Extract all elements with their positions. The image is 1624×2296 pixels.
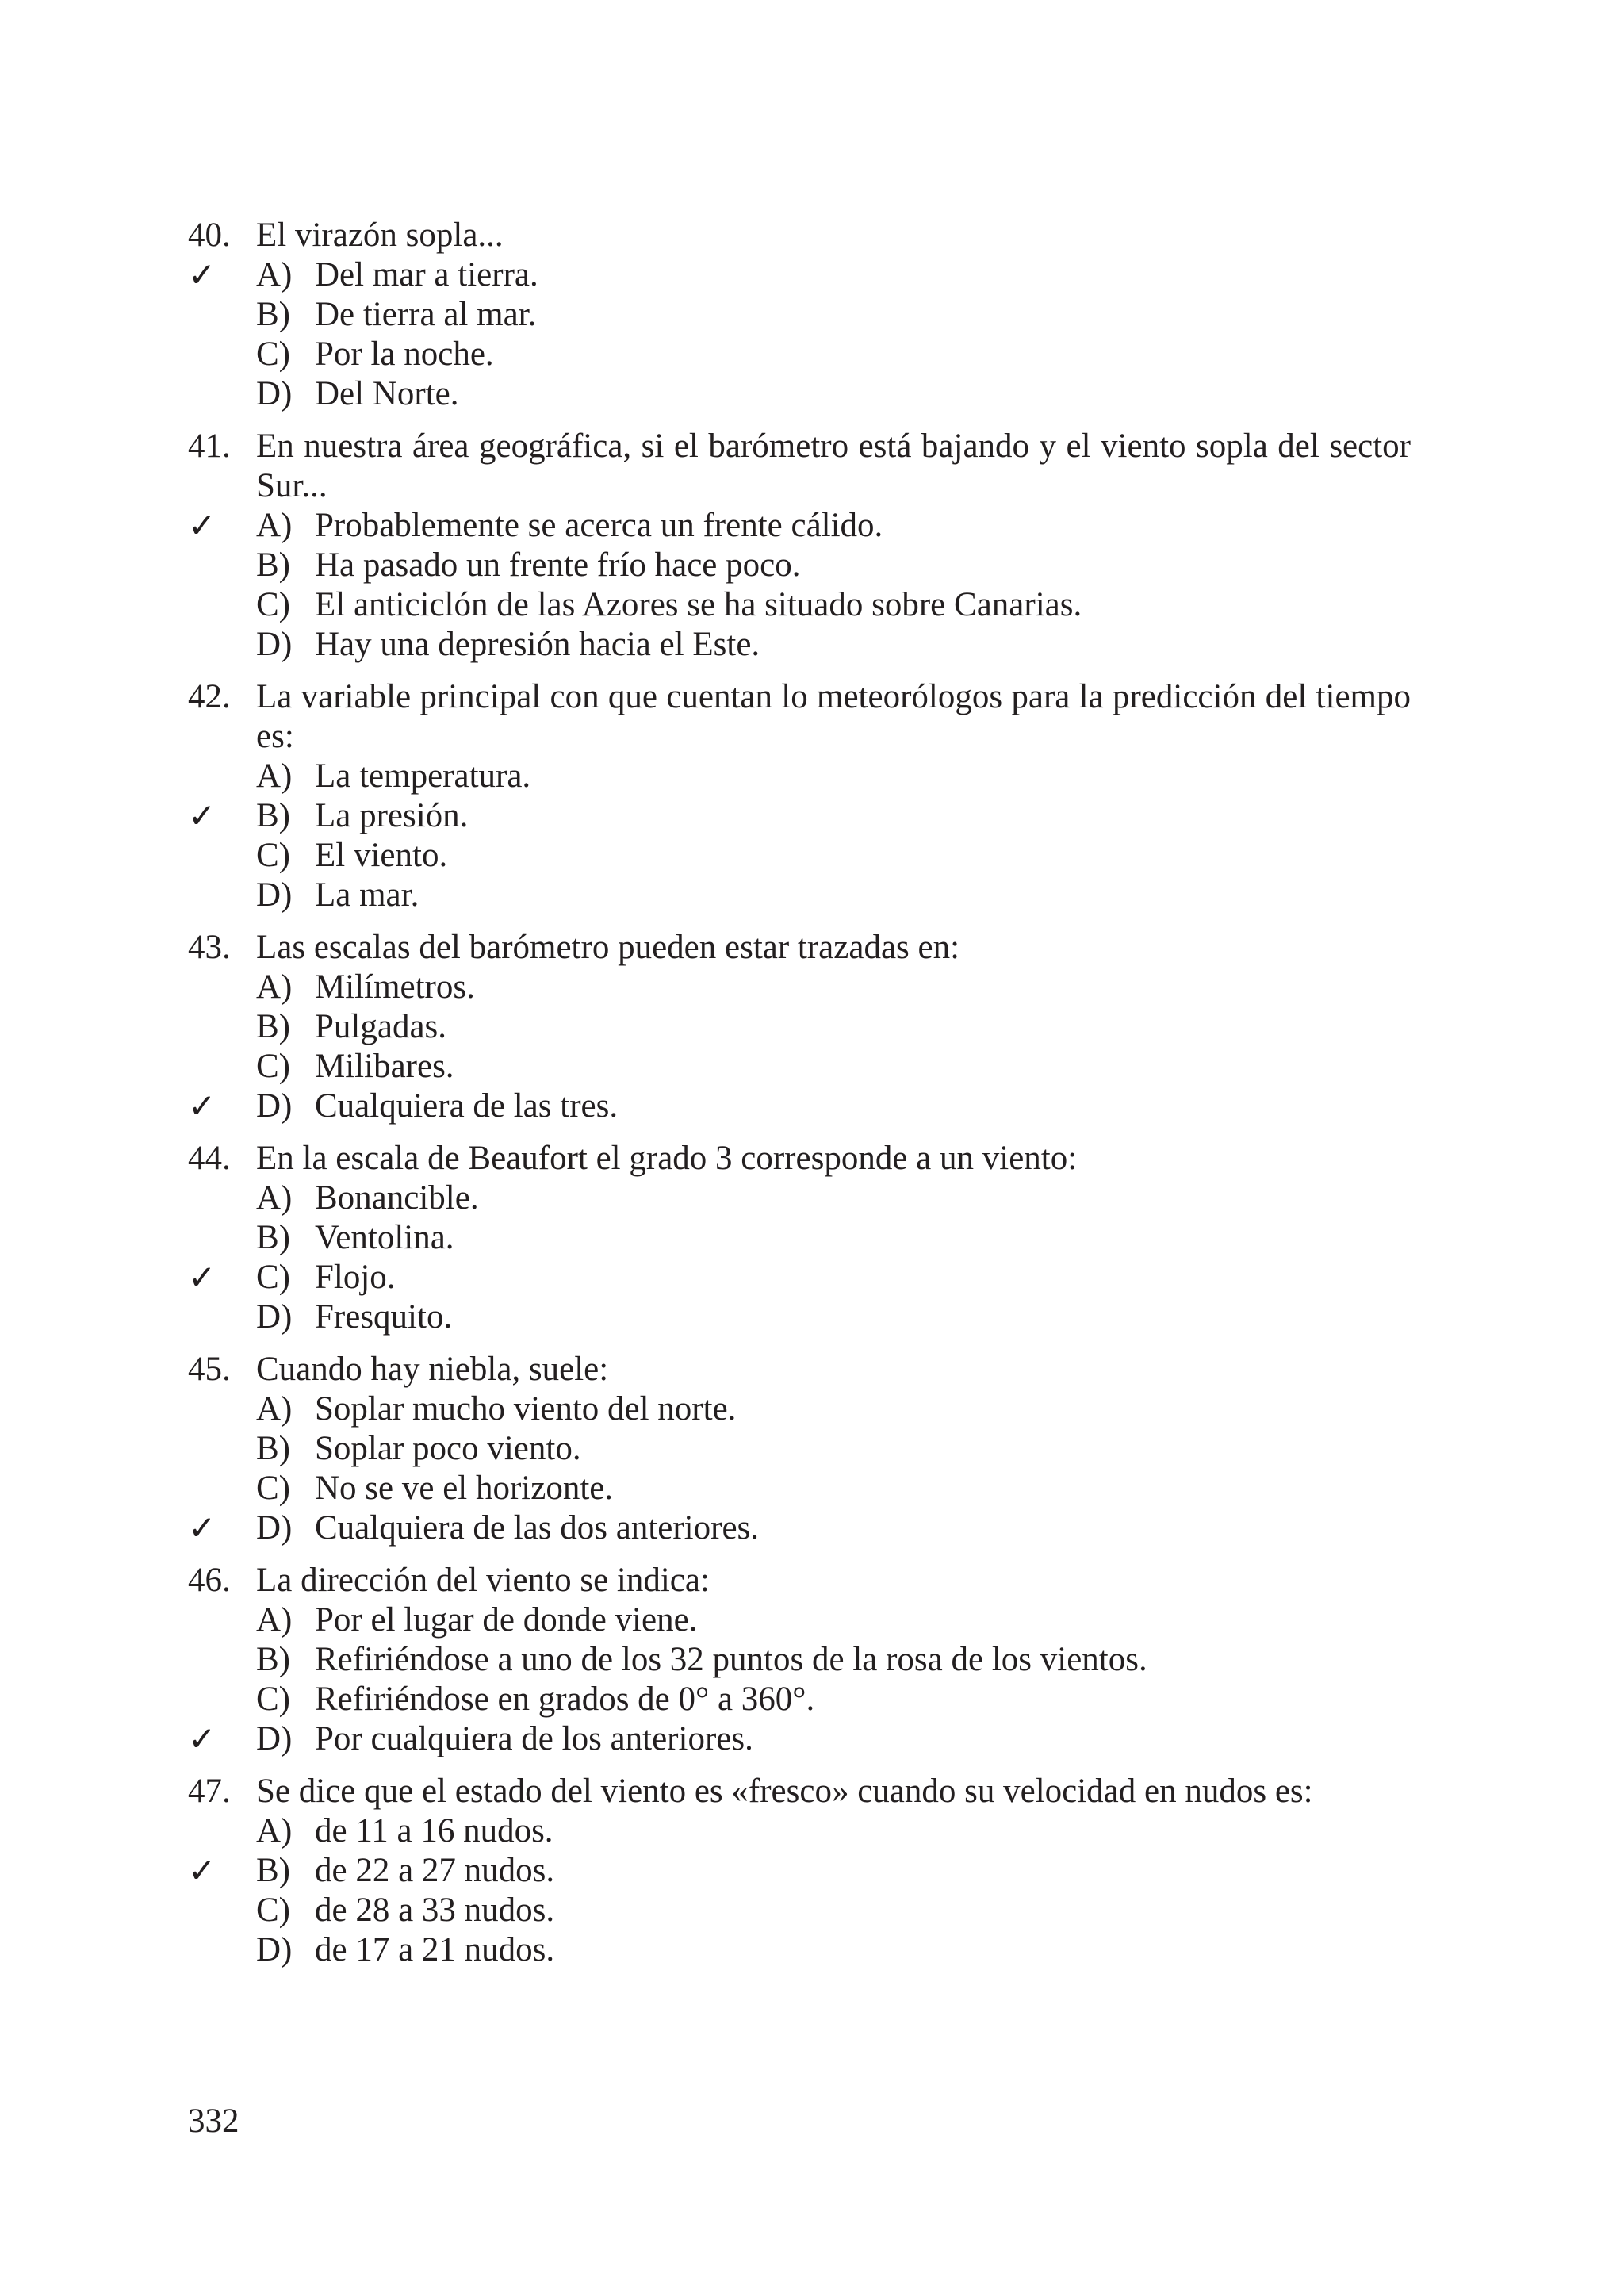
question-text: La dirección del viento se indica: (256, 1562, 710, 1599)
option-letter: D) (256, 626, 293, 663)
option-letter: B) (256, 1641, 290, 1678)
option-letter: B) (256, 1008, 290, 1045)
option-text: Probablemente se acerca un frente cálido. (315, 507, 883, 544)
option-text: Refiriéndose en grados de 0° a 360°. (315, 1681, 815, 1718)
option-text: Pulgadas. (315, 1008, 447, 1045)
option-text: de 22 a 27 nudos. (315, 1852, 555, 1889)
answer-option (188, 1600, 1411, 1640)
option-letter: A) (256, 968, 293, 1006)
question-number: 45. (188, 1351, 231, 1388)
answer-option (188, 968, 1411, 1007)
checkmark-icon: ✓ (188, 1719, 216, 1758)
answer-option (188, 1891, 1411, 1930)
question-stem (188, 1350, 1411, 1389)
answer-option (188, 1258, 1411, 1297)
option-letter: C) (256, 335, 290, 373)
option-letter: D) (256, 1931, 293, 1968)
option-text: Cualquiera de las tres. (315, 1087, 619, 1125)
answer-option (188, 585, 1411, 625)
answer-option (188, 506, 1411, 546)
option-text: Bonancible. (315, 1179, 479, 1217)
option-text: Ventolina. (315, 1219, 454, 1256)
option-text: No se ve el horizonte. (315, 1470, 614, 1507)
answer-option (188, 1047, 1411, 1087)
option-letter: B) (256, 1430, 290, 1467)
answer-option (188, 1811, 1411, 1851)
option-letter: C) (256, 1470, 290, 1507)
answer-option (188, 1087, 1411, 1126)
checkmark-icon: ✓ (188, 1087, 216, 1125)
option-letter: A) (256, 1179, 293, 1217)
option-letter: D) (256, 375, 293, 412)
question-text: El virazón sopla... (256, 217, 504, 254)
option-text: de 17 a 21 nudos. (315, 1931, 555, 1968)
option-letter: A) (256, 1390, 293, 1428)
option-text: Milímetros. (315, 968, 475, 1006)
option-text: Flojo. (315, 1259, 396, 1296)
option-text: Por cualquiera de los anteriores. (315, 1720, 753, 1757)
option-text: El viento. (315, 837, 448, 874)
option-letter: B) (256, 1219, 290, 1256)
option-letter: D) (256, 1720, 293, 1757)
question-stem (188, 677, 1411, 757)
option-letter: C) (256, 1048, 290, 1085)
question-item (188, 1561, 1411, 1759)
option-letter: D) (256, 1298, 293, 1336)
option-text: Refiriéndose a uno de los 32 puntos de la rosa de los vientos. (315, 1641, 1147, 1678)
answer-option (188, 1429, 1411, 1469)
question-number: 41. (188, 427, 231, 465)
question-text: La variable principal con que cuentan lo meteorólogos para la predicción del tiempo es: (256, 678, 1411, 755)
option-text: La mar. (315, 876, 419, 914)
option-text: Ha pasado un frente frío hace poco. (315, 546, 801, 584)
option-letter: B) (256, 1852, 290, 1889)
question-text: En nuestra área geográfica, si el barómetro está bajando y el viento sopla del sector Sur... (256, 427, 1411, 504)
option-text: Milibares. (315, 1048, 454, 1085)
option-letter: D) (256, 876, 293, 914)
answer-option (188, 1640, 1411, 1680)
answer-option (188, 1680, 1411, 1719)
option-text: De tierra al mar. (315, 296, 537, 333)
option-text: Por el lugar de donde viene. (315, 1601, 698, 1639)
answer-option (188, 1297, 1411, 1337)
answer-option (188, 295, 1411, 335)
question-text: En la escala de Beaufort el grado 3 corresponde a un viento: (256, 1140, 1078, 1177)
answer-option (188, 1508, 1411, 1548)
question-text: Se dice que el estado del viento es «fresco» cuando su velocidad en nudos es: (256, 1773, 1313, 1810)
checkmark-icon: ✓ (188, 1851, 216, 1890)
option-letter: A) (256, 507, 293, 544)
question-stem (188, 1772, 1411, 1811)
option-text: El anticiclón de las Azores se ha situado sobre Canarias. (315, 586, 1082, 623)
option-text: Cualquiera de las dos anteriores. (315, 1509, 760, 1547)
option-letter: B) (256, 546, 290, 584)
question-number: 46. (188, 1562, 231, 1599)
question-item (188, 427, 1411, 665)
answer-option (188, 836, 1411, 876)
answer-option (188, 1469, 1411, 1508)
question-number: 44. (188, 1140, 231, 1177)
question-text: Cuando hay niebla, suele: (256, 1351, 609, 1388)
checkmark-icon: ✓ (188, 1258, 216, 1297)
question-item (188, 1350, 1411, 1548)
option-letter: C) (256, 1681, 290, 1718)
answer-option (188, 1719, 1411, 1759)
option-letter: C) (256, 1259, 290, 1296)
option-text: Fresquito. (315, 1298, 453, 1336)
option-text: La presión. (315, 797, 469, 834)
question-number: 43. (188, 929, 231, 966)
answer-option (188, 1179, 1411, 1218)
answer-option (188, 374, 1411, 414)
answer-option (188, 796, 1411, 836)
answer-option (188, 1218, 1411, 1258)
checkmark-icon: ✓ (188, 506, 216, 545)
question-stem (188, 216, 1411, 255)
question-item (188, 216, 1411, 414)
answer-option (188, 546, 1411, 585)
answer-option (188, 1007, 1411, 1047)
checkmark-icon: ✓ (188, 255, 216, 294)
answer-option (188, 1930, 1411, 1970)
question-stem (188, 1139, 1411, 1179)
option-letter: A) (256, 757, 293, 795)
option-letter: B) (256, 797, 290, 834)
option-text: Por la noche. (315, 335, 494, 373)
option-text: Del mar a tierra. (315, 256, 538, 293)
option-letter: A) (256, 1812, 293, 1849)
answer-option (188, 757, 1411, 796)
answer-option (188, 1851, 1411, 1891)
page-number: 332 (188, 2102, 239, 2140)
question-number: 40. (188, 217, 231, 254)
question-stem (188, 928, 1411, 968)
checkmark-icon: ✓ (188, 1508, 216, 1547)
checkmark-icon: ✓ (188, 796, 216, 835)
answer-option (188, 335, 1411, 374)
question-number: 42. (188, 678, 231, 715)
option-letter: C) (256, 837, 290, 874)
question-item (188, 1139, 1411, 1337)
question-number: 47. (188, 1773, 231, 1810)
option-text: de 28 a 33 nudos. (315, 1892, 555, 1929)
option-letter: A) (256, 256, 293, 293)
question-text: Las escalas del barómetro pueden estar trazadas en: (256, 929, 960, 966)
option-letter: C) (256, 586, 290, 623)
answer-option (188, 625, 1411, 665)
option-text: de 11 a 16 nudos. (315, 1812, 553, 1849)
option-text: Soplar poco viento. (315, 1430, 581, 1467)
question-stem (188, 1561, 1411, 1600)
question-stem (188, 427, 1411, 506)
question-item (188, 928, 1411, 1126)
question-list (188, 216, 1411, 1983)
option-letter: A) (256, 1601, 293, 1639)
option-letter: B) (256, 296, 290, 333)
question-item (188, 677, 1411, 915)
answer-option (188, 1389, 1411, 1429)
option-letter: D) (256, 1509, 293, 1547)
option-text: Hay una depresión hacia el Este. (315, 626, 760, 663)
option-letter: C) (256, 1892, 290, 1929)
question-item (188, 1772, 1411, 1970)
option-text: Del Norte. (315, 375, 459, 412)
option-text: Soplar mucho viento del norte. (315, 1390, 737, 1428)
answer-option (188, 255, 1411, 295)
option-text: La temperatura. (315, 757, 531, 795)
option-letter: D) (256, 1087, 293, 1125)
answer-option (188, 876, 1411, 915)
